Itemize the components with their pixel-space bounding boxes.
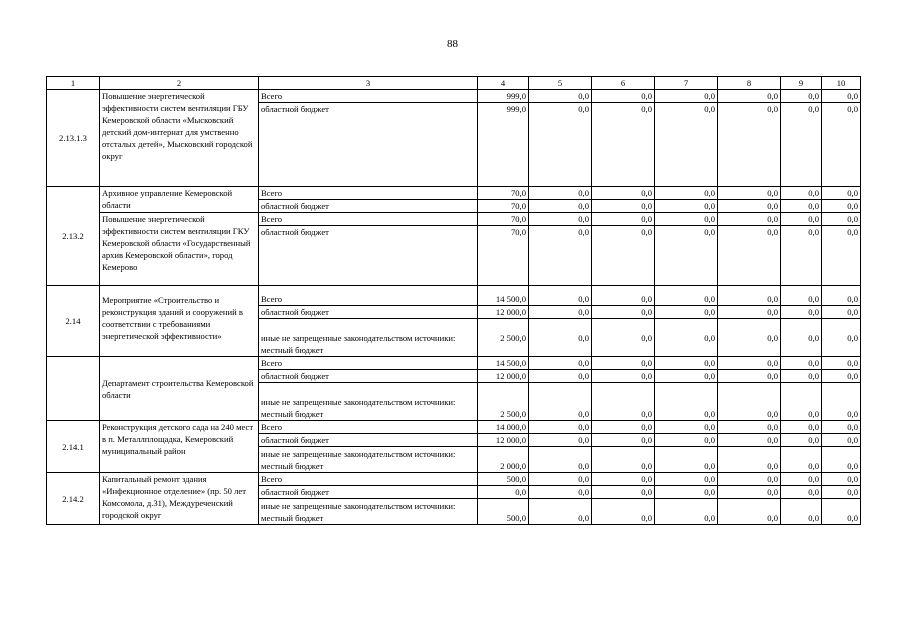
table-row <box>47 421 861 434</box>
value-cell: 0,0 <box>592 103 655 187</box>
value-cell: 0,0 <box>529 200 592 213</box>
row-code: 2.14.2 <box>47 473 100 525</box>
value-cell: 0,0 <box>718 421 781 434</box>
value-cell: 0,0 <box>592 319 655 357</box>
value-cell: 0,0 <box>529 486 592 499</box>
value-cell: 0,0 <box>781 319 822 357</box>
header-cell: 5 <box>529 77 592 90</box>
value-cell: 70,0 <box>478 226 529 286</box>
value-cell: 12 000,0 <box>478 370 529 383</box>
value-cell: 0,0 <box>592 486 655 499</box>
row-code: 2.14.1 <box>47 421 100 473</box>
value-cell: 0,0 <box>592 499 655 525</box>
value-cell: 2 000,0 <box>478 447 529 473</box>
value-cell: 0,0 <box>781 213 822 226</box>
funding-source-label: Всего <box>259 286 478 306</box>
value-cell: 2 500,0 <box>478 383 529 421</box>
funding-source-label: областной бюджет <box>259 200 478 213</box>
value-cell: 0,0 <box>781 370 822 383</box>
value-cell: 14 000,0 <box>478 421 529 434</box>
value-cell: 0,0 <box>655 187 718 200</box>
value-cell: 12 000,0 <box>478 434 529 447</box>
value-cell: 0,0 <box>529 103 592 187</box>
value-cell: 0,0 <box>718 200 781 213</box>
funding-source-label: областной бюджет <box>259 370 478 383</box>
value-cell: 0,0 <box>655 226 718 286</box>
value-cell: 0,0 <box>822 357 861 370</box>
header-cell: 1 <box>47 77 100 90</box>
value-cell: 70,0 <box>478 187 529 200</box>
value-cell: 0,0 <box>529 306 592 319</box>
value-cell: 0,0 <box>718 319 781 357</box>
value-cell: 0,0 <box>781 226 822 286</box>
value-cell: 0,0 <box>781 187 822 200</box>
value-cell: 0,0 <box>822 447 861 473</box>
value-cell: 0,0 <box>781 486 822 499</box>
value-cell: 0,0 <box>822 319 861 357</box>
value-cell: 0,0 <box>529 383 592 421</box>
value-cell: 999,0 <box>478 90 529 103</box>
value-cell: 0,0 <box>781 90 822 103</box>
value-cell: 0,0 <box>592 213 655 226</box>
value-cell: 70,0 <box>478 213 529 226</box>
value-cell: 0,0 <box>529 370 592 383</box>
value-cell: 0,0 <box>822 499 861 525</box>
value-cell: 0,0 <box>822 103 861 187</box>
value-cell: 0,0 <box>822 90 861 103</box>
header-cell: 10 <box>822 77 861 90</box>
funding-source-label: Всего <box>259 421 478 434</box>
value-cell: 0,0 <box>781 286 822 306</box>
value-cell: 14 500,0 <box>478 286 529 306</box>
value-cell: 0,0 <box>781 473 822 486</box>
value-cell: 0,0 <box>718 370 781 383</box>
value-cell: 0,0 <box>718 213 781 226</box>
value-cell: 0,0 <box>822 200 861 213</box>
value-cell: 0,0 <box>822 473 861 486</box>
table-row <box>47 473 861 486</box>
value-cell: 0,0 <box>655 200 718 213</box>
value-cell: 0,0 <box>592 434 655 447</box>
value-cell: 14 500,0 <box>478 357 529 370</box>
value-cell: 0,0 <box>718 486 781 499</box>
value-cell: 0,0 <box>781 383 822 421</box>
value-cell: 0,0 <box>822 421 861 434</box>
value-cell: 0,0 <box>718 103 781 187</box>
value-cell: 0,0 <box>822 370 861 383</box>
value-cell: 0,0 <box>655 357 718 370</box>
value-cell: 0,0 <box>592 370 655 383</box>
page-number: 88 <box>447 38 458 50</box>
value-cell: 0,0 <box>655 421 718 434</box>
item-name: Повышение энергетической эффективности систем вентиляции ГКУ Кемеровской области «Государственный архив Кемеровской области», город Кемерово <box>100 213 259 286</box>
value-cell: 0,0 <box>781 447 822 473</box>
row-code: 2.13.2 <box>47 187 100 286</box>
value-cell: 0,0 <box>822 187 861 200</box>
value-cell: 12 000,0 <box>478 306 529 319</box>
table-row <box>47 213 861 226</box>
value-cell: 0,0 <box>592 90 655 103</box>
value-cell: 0,0 <box>822 286 861 306</box>
value-cell: 0,0 <box>718 306 781 319</box>
value-cell: 0,0 <box>592 473 655 486</box>
value-cell: 0,0 <box>529 447 592 473</box>
value-cell: 0,0 <box>822 486 861 499</box>
funding-source-label: иные не запрещенные законодательством источники: местный бюджет <box>259 383 478 421</box>
table-row <box>47 90 861 103</box>
value-cell: 0,0 <box>655 434 718 447</box>
header-row <box>47 77 861 90</box>
item-name: Реконструкция детского сада на 240 мест в п. Металлплощадка, Кемеровский муниципальный район <box>100 421 259 473</box>
value-cell: 0,0 <box>592 226 655 286</box>
value-cell: 2 500,0 <box>478 319 529 357</box>
value-cell: 0,0 <box>718 447 781 473</box>
value-cell: 0,0 <box>592 187 655 200</box>
funding-source-label: областной бюджет <box>259 486 478 499</box>
value-cell: 0,0 <box>781 306 822 319</box>
value-cell: 500,0 <box>478 473 529 486</box>
funding-source-label: Всего <box>259 357 478 370</box>
value-cell: 0,0 <box>655 499 718 525</box>
value-cell: 0,0 <box>655 286 718 306</box>
table-row <box>47 357 861 370</box>
value-cell: 999,0 <box>478 103 529 187</box>
item-name: Повышение энергетической эффективности систем вентиляции ГБУ Кемеровской области «Мысковский детский дом-интернат для умственно отсталых детей», Мысковский городской округ <box>100 90 259 187</box>
value-cell: 0,0 <box>655 370 718 383</box>
funding-source-label: областной бюджет <box>259 434 478 447</box>
value-cell: 0,0 <box>655 383 718 421</box>
value-cell: 0,0 <box>781 200 822 213</box>
value-cell: 0,0 <box>822 213 861 226</box>
funding-source-label: иные не запрещенные законодательством источники: местный бюджет <box>259 319 478 357</box>
value-cell: 0,0 <box>781 434 822 447</box>
row-code: 2.13.1.3 <box>47 90 100 187</box>
value-cell: 0,0 <box>529 187 592 200</box>
value-cell: 0,0 <box>655 486 718 499</box>
value-cell: 0,0 <box>655 103 718 187</box>
value-cell: 0,0 <box>529 357 592 370</box>
value-cell: 0,0 <box>718 226 781 286</box>
value-cell: 0,0 <box>478 486 529 499</box>
value-cell: 500,0 <box>478 499 529 525</box>
value-cell: 0,0 <box>718 434 781 447</box>
value-cell: 0,0 <box>592 383 655 421</box>
header-cell: 9 <box>781 77 822 90</box>
value-cell: 0,0 <box>781 103 822 187</box>
value-cell: 0,0 <box>529 226 592 286</box>
value-cell: 0,0 <box>718 357 781 370</box>
header-cell: 7 <box>655 77 718 90</box>
funding-source-label: Всего <box>259 213 478 226</box>
value-cell: 0,0 <box>718 187 781 200</box>
value-cell: 0,0 <box>529 499 592 525</box>
table-row <box>47 187 861 200</box>
value-cell: 0,0 <box>592 447 655 473</box>
value-cell: 0,0 <box>655 90 718 103</box>
item-name: Мероприятие «Строительство и реконструкция зданий и сооружений в соответствии с требованиями энергетической эффективности» <box>100 286 259 357</box>
row-code: 2.14 <box>47 286 100 357</box>
value-cell: 0,0 <box>529 434 592 447</box>
value-cell: 0,0 <box>781 421 822 434</box>
value-cell: 0,0 <box>592 286 655 306</box>
funding-source-label: иные не запрещенные законодательством источники: местный бюджет <box>259 447 478 473</box>
value-cell: 0,0 <box>592 306 655 319</box>
value-cell: 0,0 <box>655 447 718 473</box>
value-cell: 0,0 <box>822 434 861 447</box>
funding-source-label: областной бюджет <box>259 103 478 187</box>
value-cell: 0,0 <box>822 306 861 319</box>
value-cell: 0,0 <box>529 286 592 306</box>
value-cell: 0,0 <box>718 473 781 486</box>
value-cell: 0,0 <box>529 421 592 434</box>
row-code <box>47 357 100 421</box>
value-cell: 0,0 <box>655 213 718 226</box>
value-cell: 0,0 <box>655 319 718 357</box>
item-name: Капитальный ремонт здания «Инфекционное отделение» (пр. 50 лет Комсомола, д.31), Междуреченский городской округ <box>100 473 259 525</box>
table-row <box>47 286 861 306</box>
value-cell: 0,0 <box>592 200 655 213</box>
value-cell: 0,0 <box>781 499 822 525</box>
funding-source-label: Всего <box>259 473 478 486</box>
value-cell: 70,0 <box>478 200 529 213</box>
value-cell: 0,0 <box>718 383 781 421</box>
header-cell: 6 <box>592 77 655 90</box>
header-cell: 3 <box>259 77 478 90</box>
header-cell: 2 <box>100 77 259 90</box>
value-cell: 0,0 <box>718 90 781 103</box>
item-name: Архивное управление Кемеровской области <box>100 187 259 213</box>
value-cell: 0,0 <box>822 383 861 421</box>
value-cell: 0,0 <box>592 357 655 370</box>
value-cell: 0,0 <box>718 286 781 306</box>
value-cell: 0,0 <box>529 319 592 357</box>
value-cell: 0,0 <box>529 473 592 486</box>
item-name: Департамент строительства Кемеровской области <box>100 357 259 421</box>
funding-source-label: Всего <box>259 187 478 200</box>
value-cell: 0,0 <box>655 473 718 486</box>
header-cell: 4 <box>478 77 529 90</box>
funding-source-label: Всего <box>259 90 478 103</box>
header-cell: 8 <box>718 77 781 90</box>
funding-source-label: областной бюджет <box>259 306 478 319</box>
funding-source-label: областной бюджет <box>259 226 478 286</box>
value-cell: 0,0 <box>592 421 655 434</box>
value-cell: 0,0 <box>529 90 592 103</box>
value-cell: 0,0 <box>655 306 718 319</box>
funding-source-label: иные не запрещенные законодательством источники: местный бюджет <box>259 499 478 525</box>
value-cell: 0,0 <box>718 499 781 525</box>
value-cell: 0,0 <box>781 357 822 370</box>
value-cell: 0,0 <box>822 226 861 286</box>
budget-table <box>46 76 861 525</box>
value-cell: 0,0 <box>529 213 592 226</box>
